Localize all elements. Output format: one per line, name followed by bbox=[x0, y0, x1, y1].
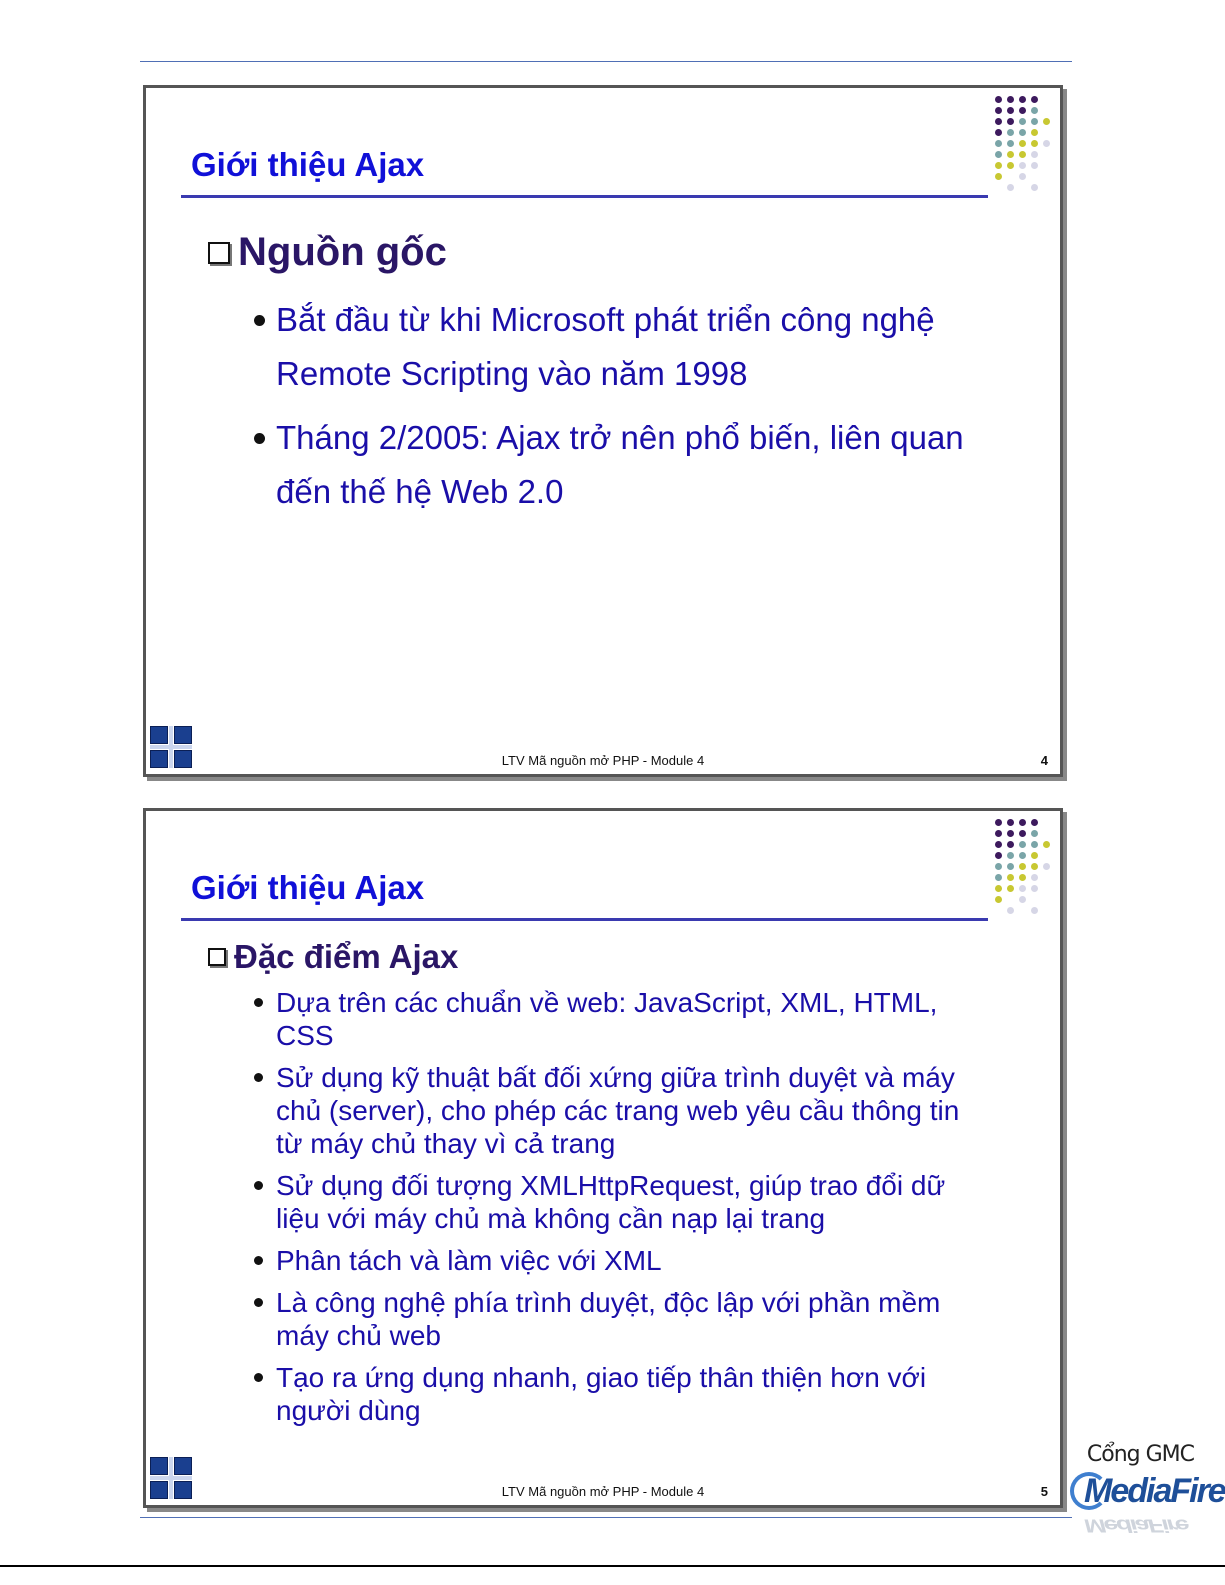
decorative-dot bbox=[1043, 841, 1050, 848]
decorative-dot bbox=[1007, 107, 1014, 114]
decorative-dot bbox=[1007, 841, 1014, 848]
decorative-dot bbox=[995, 830, 1002, 837]
decorative-dot bbox=[1007, 830, 1014, 837]
bullet-icon bbox=[254, 1298, 263, 1307]
section-heading bbox=[208, 230, 447, 275]
list-item-text: Bắt đầu từ khi Microsoft phát triển công nghệ Remote Scripting vào năm 1998 bbox=[276, 301, 935, 392]
bullet-icon bbox=[254, 433, 265, 444]
bullet-list bbox=[254, 986, 974, 1436]
decorative-dot bbox=[1007, 852, 1014, 859]
list-item-text: Sử dụng kỹ thuật bất đối xứng giữa trình duyệt và máy chủ (server), cho phép các trang web yêu cầu thông tin từ máy chủ thay vì cả trang bbox=[276, 1062, 960, 1159]
decorative-dot bbox=[995, 885, 1002, 892]
decorative-dot bbox=[1031, 841, 1038, 848]
decorative-dot bbox=[1043, 863, 1050, 870]
decorative-dot bbox=[995, 863, 1002, 870]
bullet-list bbox=[254, 293, 974, 529]
list-item-text: Tạo ra ứng dụng nhanh, giao tiếp thân thiện hơn với người dùng bbox=[276, 1362, 927, 1426]
decorative-dot bbox=[995, 140, 1002, 147]
slide-1 bbox=[143, 85, 1063, 777]
checkbox-square-icon bbox=[208, 948, 226, 966]
decorative-dot bbox=[1019, 140, 1026, 147]
decorative-dot bbox=[995, 96, 1002, 103]
decorative-dot bbox=[1007, 151, 1014, 158]
list-item bbox=[254, 293, 974, 401]
decorative-dot bbox=[1019, 874, 1026, 881]
decorative-dot bbox=[1031, 885, 1038, 892]
decorative-dots bbox=[995, 819, 1057, 919]
slide-footer: LTV Mã nguồn mở PHP - Module 4 bbox=[501, 753, 705, 768]
decorative-dot bbox=[1019, 107, 1026, 114]
page-number: 4 bbox=[1040, 753, 1048, 768]
decorative-dot bbox=[1031, 151, 1038, 158]
list-item-text: Phân tách và làm việc với XML bbox=[276, 1245, 662, 1276]
decorative-dot bbox=[1007, 118, 1014, 125]
decorative-dot bbox=[1031, 96, 1038, 103]
decorative-dot bbox=[1019, 118, 1026, 125]
decorative-dots bbox=[995, 96, 1057, 196]
slide-title: Giới thiệu Ajax bbox=[191, 146, 425, 183]
bullet-icon bbox=[254, 1073, 263, 1082]
list-item-text: Tháng 2/2005: Ajax trở nên phổ biến, liên quan đến thế hệ Web 2.0 bbox=[276, 419, 964, 510]
decorative-dot bbox=[1019, 96, 1026, 103]
page-bottom-border bbox=[0, 1565, 1225, 1567]
list-item bbox=[254, 1061, 974, 1160]
decorative-dot bbox=[1031, 907, 1038, 914]
mediafire-watermark bbox=[1070, 1438, 1225, 1548]
decorative-dot bbox=[1031, 107, 1038, 114]
decorative-dot bbox=[1019, 830, 1026, 837]
slide-footer: LTV Mã nguồn mở PHP - Module 4 bbox=[501, 1484, 705, 1499]
watermark-top-text: Cổng GMC bbox=[1086, 1442, 1194, 1467]
list-item-text: Sử dụng đối tượng XMLHttpRequest, giúp trao đổi dữ liệu với máy chủ mà không cần nạp lại trang bbox=[276, 1170, 946, 1234]
decorative-dot bbox=[995, 129, 1002, 136]
decorative-dot bbox=[1019, 841, 1026, 848]
page-bottom-rule bbox=[140, 1517, 1072, 1518]
decorative-dot bbox=[1007, 129, 1014, 136]
decorative-dot bbox=[1007, 885, 1014, 892]
decorative-dot bbox=[1007, 819, 1014, 826]
list-item-text: Dựa trên các chuẩn về web: JavaScript, XML, HTML, CSS bbox=[276, 987, 938, 1051]
decorative-dot bbox=[1007, 863, 1014, 870]
decorative-dot bbox=[1007, 96, 1014, 103]
decorative-dot bbox=[1019, 162, 1026, 169]
decorative-dot bbox=[1031, 874, 1038, 881]
decorative-dot bbox=[995, 151, 1002, 158]
decorative-dot bbox=[1031, 162, 1038, 169]
bullet-icon bbox=[254, 1181, 263, 1190]
decorative-dot bbox=[1019, 896, 1026, 903]
decorative-dot bbox=[1019, 151, 1026, 158]
section-heading-text: Nguồn gốc bbox=[238, 230, 447, 274]
decorative-dot bbox=[1031, 819, 1038, 826]
decorative-dot bbox=[995, 118, 1002, 125]
decorative-dot bbox=[1019, 885, 1026, 892]
decorative-dot bbox=[995, 896, 1002, 903]
slide-title: Giới thiệu Ajax bbox=[191, 869, 425, 906]
decorative-dot bbox=[1007, 140, 1014, 147]
decorative-dot bbox=[1043, 118, 1050, 125]
decorative-dot bbox=[1007, 184, 1014, 191]
decorative-dot bbox=[995, 107, 1002, 114]
page-top-rule bbox=[140, 61, 1072, 62]
decorative-dot bbox=[995, 852, 1002, 859]
decorative-dot bbox=[1007, 874, 1014, 881]
list-item-text: Là công nghệ phía trình duyệt, độc lập với phần mềm máy chủ web bbox=[276, 1287, 941, 1351]
list-item bbox=[254, 1169, 974, 1235]
decorative-dot bbox=[995, 841, 1002, 848]
list-item bbox=[254, 411, 974, 519]
decorative-dot bbox=[995, 173, 1002, 180]
decorative-dot bbox=[1019, 819, 1026, 826]
decorative-dot bbox=[1019, 129, 1026, 136]
bullet-icon bbox=[254, 1256, 263, 1265]
section-heading bbox=[208, 938, 458, 976]
bullet-icon bbox=[254, 1373, 263, 1382]
decorative-dot bbox=[1031, 184, 1038, 191]
decorative-dot bbox=[1031, 118, 1038, 125]
decorative-dot bbox=[1019, 852, 1026, 859]
decorative-dot bbox=[995, 819, 1002, 826]
decorative-dot bbox=[1031, 129, 1038, 136]
decorative-dot bbox=[1019, 863, 1026, 870]
decorative-dot bbox=[1031, 852, 1038, 859]
decorative-dot bbox=[995, 874, 1002, 881]
decorative-dot bbox=[1007, 162, 1014, 169]
bullet-icon bbox=[254, 998, 263, 1007]
section-heading-text: Đặc điểm Ajax bbox=[234, 938, 459, 975]
list-item bbox=[254, 986, 974, 1052]
list-item bbox=[254, 1361, 974, 1427]
decorative-dot bbox=[1043, 140, 1050, 147]
decorative-dot bbox=[1031, 863, 1038, 870]
slide-2 bbox=[143, 808, 1063, 1508]
bullet-icon bbox=[254, 315, 265, 326]
list-item bbox=[254, 1244, 974, 1277]
decorative-dot bbox=[1007, 907, 1014, 914]
decorative-dot bbox=[1031, 830, 1038, 837]
watermark-reflection: MediaFire bbox=[1084, 1515, 1188, 1537]
page-number: 5 bbox=[1040, 1484, 1048, 1499]
list-item bbox=[254, 1286, 974, 1352]
decorative-dot bbox=[1019, 173, 1026, 180]
title-rule bbox=[181, 918, 988, 921]
title-rule bbox=[181, 195, 988, 198]
checkbox-square-icon bbox=[208, 242, 230, 264]
decorative-dot bbox=[995, 162, 1002, 169]
watermark-main-text: MediaFire bbox=[1084, 1472, 1225, 1510]
decorative-dot bbox=[1031, 140, 1038, 147]
